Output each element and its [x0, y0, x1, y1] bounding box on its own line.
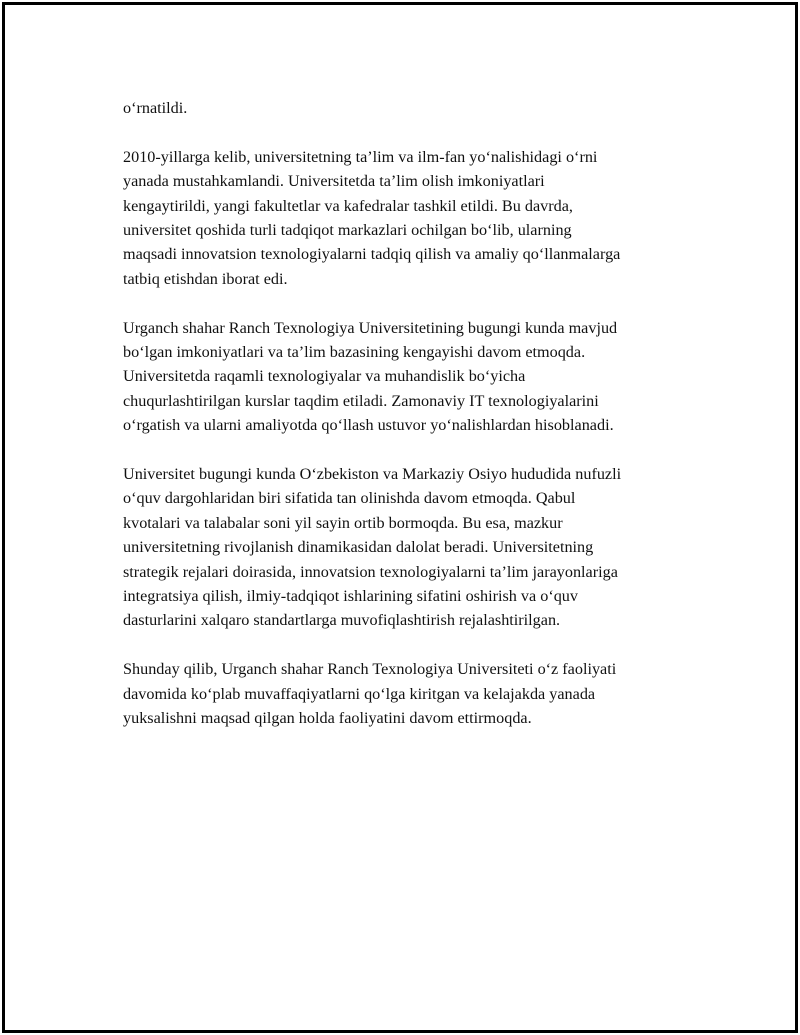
text-line: chuqurlashtirilgan kurslar taqdim etiladi. Zamonaviy IT texnologiyalarini — [123, 391, 599, 410]
text-line: dasturlarini xalqaro standartlarga muvofiqlashtirish rejalashtirilgan. — [123, 611, 561, 630]
text-line: Universitetda raqamli texnologiyalar va muhandislik bo‘yicha — [123, 367, 526, 386]
text-line: o‘quv dargohlaridan biri sifatida tan olinishda davom etmoqda. Qabul — [123, 489, 576, 508]
text-line: tatbiq etishdan iborat edi. — [123, 269, 288, 288]
text-line: universitetning rivojlanish dinamikasidan dalolat beradi. Universitetning — [123, 538, 594, 557]
text-line: Urganch shahar Ranch Texnologiya Universitetining bugungi kunda mavjud — [123, 318, 618, 337]
text-line: kvotalari va talabalar soni yil sayin ortib bormoqda. Bu esa, mazkur — [123, 513, 563, 532]
text-line: Shunday qilib, Urganch shahar Ranch Texnologiya Universiteti o‘z faoliyati — [123, 660, 617, 679]
text-line: 2010-yillarga kelib, universitetning ta’lim va ilm-fan yo‘nalishidagi o‘rni — [123, 147, 598, 166]
page-frame — [2, 2, 798, 1033]
text-line: davomida ko‘plab muvaffaqiyatlarni qo‘lga kiritgan va kelajakda yanada — [123, 684, 596, 703]
text-line: bo‘lgan imkoniyatlari va ta’lim bazasining kengayishi davom etmoqda. — [123, 343, 586, 362]
text-line: maqsadi innovatsion texnologiyalarni tadqiq qilish va amaliy qo‘llanmalarga — [123, 245, 621, 264]
text-line: Universitet bugungi kunda O‘zbekiston va Markaziy Osiyo hududida nufuzli — [123, 465, 622, 484]
paragraph — [123, 462, 698, 633]
text-line: o‘rgatish va ularni amaliyotda qo‘llash ustuvor yo‘nalishlardan hisoblanadi. — [123, 416, 614, 435]
paragraph — [123, 145, 698, 291]
text-line: integratsiya qilish, ilmiy-tadqiqot ishlarining sifatini oshirish va o‘quv — [123, 587, 578, 606]
paragraph — [123, 657, 698, 730]
text-line: o‘rnatildi. — [123, 99, 188, 117]
text-line: yuksalishni maqsad qilgan holda faoliyatini davom ettirmoqda. — [123, 709, 532, 728]
paragraph — [123, 96, 698, 120]
paragraph — [123, 316, 698, 438]
document-body — [123, 96, 698, 755]
text-line: yanada mustahkamlandi. Universitetda ta’lim olish imkoniyatlari — [123, 172, 545, 191]
text-line: strategik rejalari doirasida, innovatsion texnologiyalarni ta’lim jarayonlariga — [123, 562, 618, 581]
text-line: universitet qoshida turli tadqiqot markazlari ochilgan bo‘lib, ularning — [123, 221, 572, 240]
text-line: kengaytirildi, yangi fakultetlar va kafedralar tashkil etildi. Bu davrda, — [123, 196, 573, 215]
